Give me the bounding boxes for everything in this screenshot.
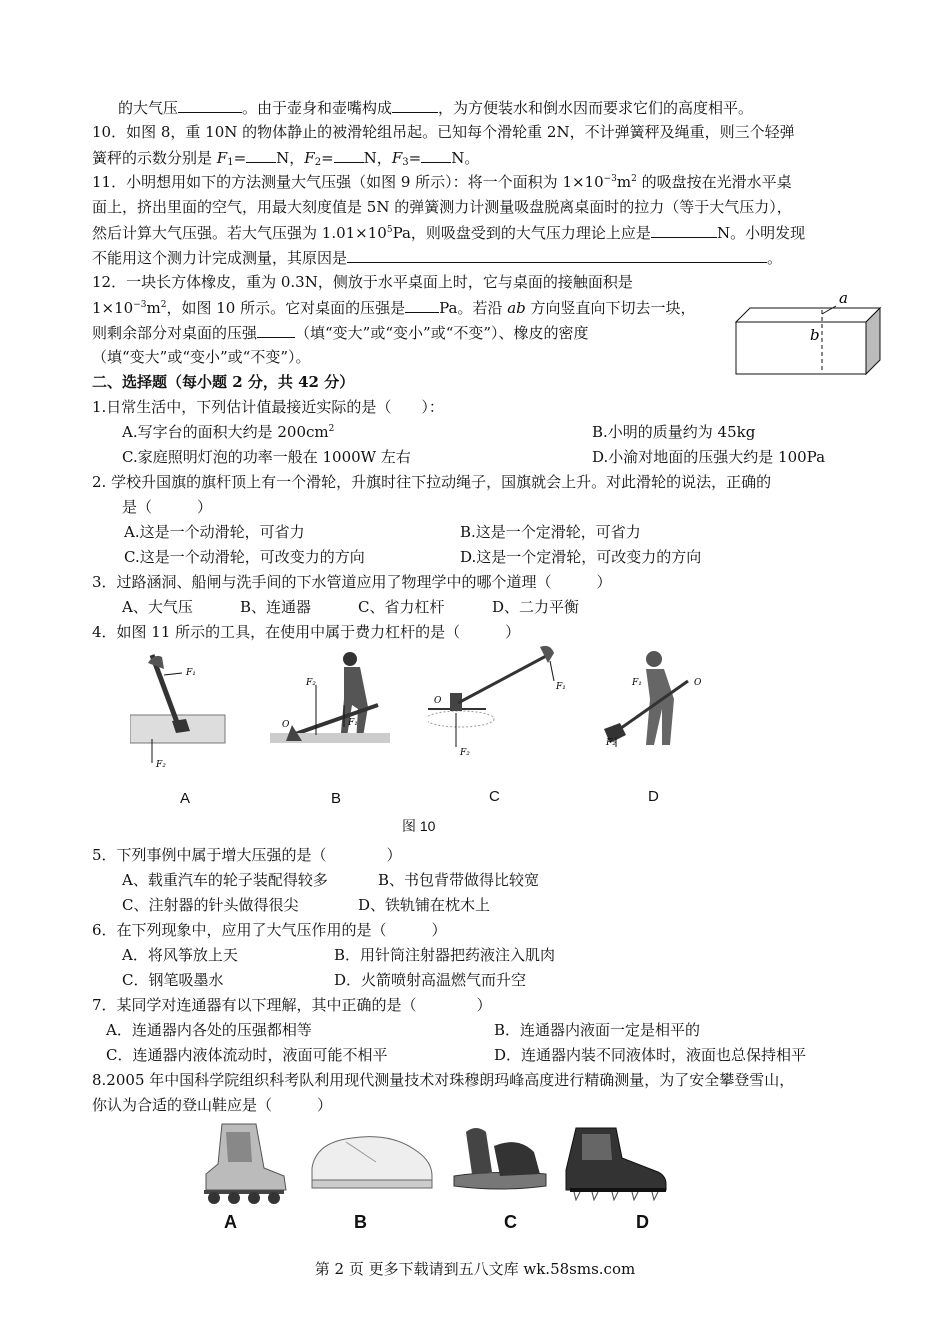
c1-stem: 1.日常生活中，下列估计值最接近实际的是（ ）： xyxy=(92,398,444,416)
blank[interactable] xyxy=(257,321,295,338)
c1-option-a[interactable]: A.写字台的面积大约是 $200cm^2$ xyxy=(122,423,335,441)
svg-text:F₂: F₂ xyxy=(156,760,166,770)
q12-line3: 则剩余部分对桌面的压强 （填“变大”或“变小”或“不变”）、橡皮的密度 xyxy=(92,321,589,344)
c6-stem: 6．在下列现象中，应用了大气压作用的是（ ） xyxy=(92,921,447,939)
blank[interactable] xyxy=(347,246,767,263)
svg-text:O: O xyxy=(434,696,442,706)
c3-option-d[interactable]: D、二力平衡 xyxy=(492,598,580,616)
label-b: b xyxy=(810,326,820,344)
c6-option-c[interactable]: C．钢笔吸墨水 xyxy=(122,971,224,989)
blank[interactable] xyxy=(178,96,242,113)
blank-f2[interactable] xyxy=(334,146,364,163)
c7-option-a[interactable]: A．连通器内各处的压强都相等 xyxy=(106,1021,312,1039)
lever-label-b: B xyxy=(331,790,342,807)
svg-text:F₁: F₁ xyxy=(556,682,566,692)
q11-line2: 面上，挤出里面的空气，用最大刻度值是 5N 的弹簧测力计测量吸盘脱离桌面时的拉力（等于大气压力）， xyxy=(92,198,792,216)
q11-line4: 不能用这个测力计完成测量，其原因是 。 xyxy=(92,246,782,269)
c6-option-d[interactable]: D．火箭喷射高温燃气而升空 xyxy=(334,971,527,989)
shoe-figure-c xyxy=(448,1122,552,1202)
blank[interactable] xyxy=(405,296,439,313)
lever-figure-c xyxy=(428,645,578,765)
section-title: 二、选择题（每小题 2 分，共 42 分） xyxy=(92,373,355,391)
svg-text:F₂: F₂ xyxy=(606,738,616,748)
c1-option-d[interactable]: D.小渝对地面的压强大约是 100Pa xyxy=(592,448,826,466)
c3-option-c[interactable]: C、省力杠杆 xyxy=(358,598,445,616)
c8-stem1: 8.2005 年中国科学院组织科考队利用现代测量技术对珠穆朗玛峰高度进行精确测量，为了安全攀登雪山， xyxy=(92,1071,795,1089)
blank-f3[interactable] xyxy=(421,146,451,163)
c6-option-b[interactable]: B．用针筒注射器把药液注入肌肉 xyxy=(334,946,556,964)
svg-text:F₁: F₁ xyxy=(632,678,642,688)
blank[interactable] xyxy=(392,96,438,113)
q12-line4: （填“变大”或“变小”或“不变”）。 xyxy=(92,348,311,366)
lever-figure-d xyxy=(598,645,718,755)
shoe-label-b: B xyxy=(354,1212,367,1232)
c7-option-b[interactable]: B．连通器内液面一定是相平的 xyxy=(494,1021,701,1039)
eraser-figure xyxy=(730,288,890,378)
svg-text:F₁: F₁ xyxy=(348,718,358,728)
blank[interactable] xyxy=(651,221,717,238)
shoe-label-c: C xyxy=(504,1212,517,1232)
c2-option-b[interactable]: B.这是一个定滑轮，可省力 xyxy=(460,523,641,541)
svg-text:F₁: F₁ xyxy=(186,668,196,678)
c2-option-c[interactable]: C.这是一个动滑轮，可改变力的方向 xyxy=(124,548,365,566)
c7-stem: 7．某同学对连通器有以下理解，其中正确的是（ ） xyxy=(92,996,492,1014)
lever-label-a: A xyxy=(180,790,191,807)
c3-stem: 3．过路涵洞、船闸与洗手间的下水管道应用了物理学中的哪个道理（ ） xyxy=(92,573,612,591)
q10-line1: 10．如图 8，重 10N 的物体静止的被滑轮组吊起。已知每个滑轮重 2N，不计弹簧秤及绳重，则三个轻弹 xyxy=(92,123,795,141)
svg-text:O: O xyxy=(282,720,290,730)
q9-tail-line: 的大气压 。由于壶身和壶嘴构成 ，为方便装水和倒水因而要求它们的高度相平。 xyxy=(118,96,753,119)
c2-stem1: 2. 学校升国旗的旗杆顶上有一个滑轮，升旗时往下拉动绳子，国旗就会上升。对此滑轮的说法，正确的 xyxy=(92,473,772,491)
shoe-label-a: A xyxy=(224,1212,237,1232)
shoe-label-d: D xyxy=(636,1212,649,1232)
c7-option-d[interactable]: D．连通器内装不同液体时，液面也总保持相平 xyxy=(494,1046,807,1064)
c5-option-d[interactable]: D、铁轨铺在枕木上 xyxy=(358,896,491,914)
figure-caption: 图 10 xyxy=(402,818,436,834)
page-footer: 第 2 页 更多下载请到五八文库 wk.58sms.com xyxy=(314,1260,636,1278)
c7-option-c[interactable]: C．连通器内液体流动时，液面可能不相平 xyxy=(106,1046,388,1064)
shoe-figure-d xyxy=(562,1120,672,1202)
shoe-figure-a xyxy=(196,1120,296,1206)
q12-line2: $1\times 10^{-3}m^2$，如图 10 所示。它对桌面的压强是 Pa。若沿 ab 方向竖直向下切去一块， xyxy=(92,296,696,319)
c4-stem: 4．如图 11 所示的工具，在使用中属于费力杠杆的是（ ） xyxy=(92,623,521,641)
svg-text:F₂: F₂ xyxy=(460,748,470,758)
c2-stem2: 是（ ） xyxy=(122,498,213,516)
svg-text:O: O xyxy=(694,678,702,688)
q12-line1: 12．一块长方体橡皮，重为 0.3N，侧放于水平桌面上时，它与桌面的接触面积是 xyxy=(92,273,633,291)
label-a: a xyxy=(839,289,848,307)
svg-text:F₂: F₂ xyxy=(306,678,316,688)
q11-line1: 11．小明想用如下的方法测量大气压强（如图 9 所示）：将一个面积为 $1\times 10^{-3}m^2$ 的吸盘按在光滑水平桌 xyxy=(92,173,792,191)
c5-option-b[interactable]: B、书包背带做得比较宽 xyxy=(378,871,540,889)
c3-option-a[interactable]: A、大气压 xyxy=(122,598,193,616)
lever-figure-b xyxy=(268,645,398,755)
c1-option-b[interactable]: B.小明的质量约为 45kg xyxy=(592,423,756,441)
c5-option-c[interactable]: C、注射器的针头做得很尖 xyxy=(122,896,299,914)
lever-label-c: C xyxy=(489,788,500,805)
blank-f1[interactable] xyxy=(246,146,276,163)
shoe-figure-b xyxy=(306,1128,438,1198)
c3-option-b[interactable]: B、连通器 xyxy=(240,598,312,616)
q11-line3: 然后计算大气压强。若大气压强为 $1.01\times 10^5Pa$，则吸盘受到的大气压力理论上应是 N。小明发现 xyxy=(92,221,805,244)
c6-option-a[interactable]: A．将风筝放上天 xyxy=(122,946,238,964)
c5-stem: 5．下列事例中属于增大压强的是（ ） xyxy=(92,846,402,864)
q10-line2: 簧秤的示数分别是 $F_1= N$，$F_2= N$，$F_3= N$。 xyxy=(92,146,479,169)
c2-option-d[interactable]: D.这是一个定滑轮，可改变力的方向 xyxy=(460,548,702,566)
c5-option-a[interactable]: A、载重汽车的轮子装配得较多 xyxy=(122,871,328,889)
lever-figure-a xyxy=(130,645,240,775)
lever-label-d: D xyxy=(648,788,659,805)
c1-option-c[interactable]: C.家庭照明灯泡的功率一般在 1000W 左右 xyxy=(122,448,411,466)
c2-option-a[interactable]: A.这是一个动滑轮，可省力 xyxy=(124,523,305,541)
c8-stem2: 你认为合适的登山鞋应是（ ） xyxy=(92,1096,333,1114)
